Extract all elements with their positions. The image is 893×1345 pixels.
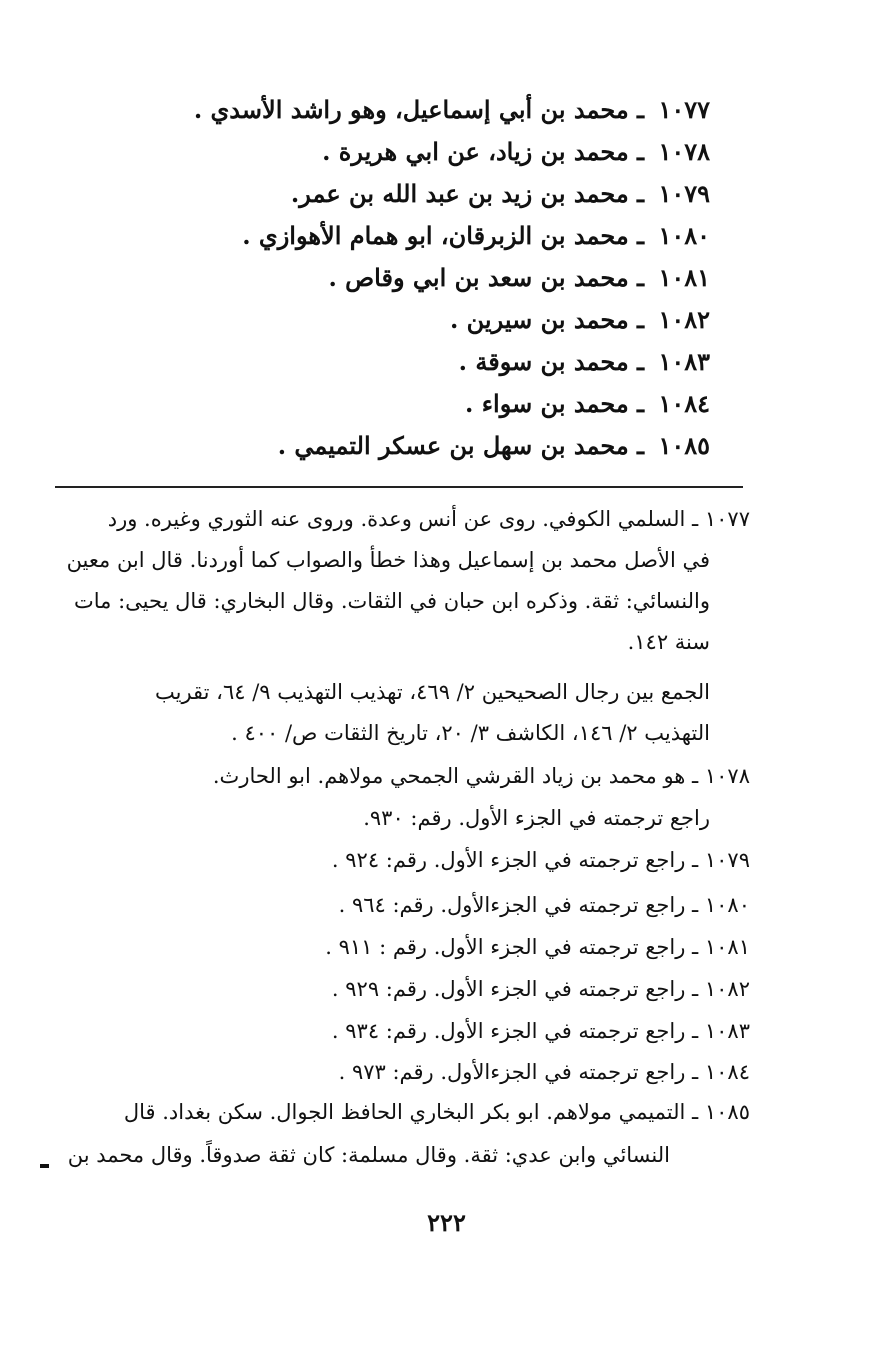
- entry-number: ١٠٧٨: [658, 137, 710, 166]
- entry-number: ١٠٨٣: [658, 347, 710, 376]
- entry-1080: ١٠٨٠ ـ محمد بن الزبرقان، ابو همام الأهوازي .: [242, 221, 710, 250]
- entry-1083: ١٠٨٣ ـ محمد بن سوقة .: [458, 347, 710, 376]
- entry-text: محمد بن زياد، عن ابي هريرة .: [322, 137, 629, 166]
- entry-number: ١٠٨٢: [658, 305, 710, 334]
- footnote-line: ١٠٨٢ ـ راجع ترجمته في الجزء الأول. رقم: ٩٢٩ .: [331, 977, 750, 1001]
- footnote-line: سنة ١٤٢.: [627, 630, 710, 654]
- entry-text: محمد بن سهل بن عسكر التميمي .: [277, 431, 629, 460]
- entry-text: محمد بن سيرين .: [449, 305, 629, 334]
- footnote-line: النسائي وابن عدي: ثقة. وقال مسلمة: كان ثقة صدوقاً. وقال محمد بن: [67, 1143, 670, 1167]
- entry-number: ١٠٧٩: [658, 179, 710, 208]
- entry-1082: ١٠٨٢ ـ محمد بن سيرين .: [449, 305, 710, 334]
- footnote-line: ١٠٧٩ ـ راجع ترجمته في الجزء الأول. رقم: ٩٢٤ .: [331, 848, 750, 872]
- footnote-line: والنسائي: ثقة. وذكره ابن حبان في الثقات. وقال البخاري: قال يحيى: مات: [74, 589, 710, 613]
- entry-text: محمد بن سعد بن ابي وقاص .: [328, 263, 629, 292]
- footnote-line: ١٠٨٠ ـ راجع ترجمته في الجزءالأول. رقم: ٩٦٤ .: [338, 893, 750, 917]
- entry-text: محمد بن الزبرقان، ابو همام الأهوازي .: [242, 221, 629, 250]
- entry-number: ١٠٧٧: [658, 95, 710, 124]
- continuation-mark: [40, 1164, 49, 1168]
- entry-number: ١٠٨١: [658, 263, 710, 292]
- entry-text: محمد بن أبي إسماعيل، وهو راشد الأسدي .: [193, 95, 629, 124]
- footnote-line: ١٠٧٧ ـ السلمي الكوفي. روى عن أنس وعدة. وروى عنه الثوري وغيره. ورد: [107, 507, 750, 531]
- entry-text: محمد بن سواء .: [465, 389, 629, 418]
- entry-number: ١٠٨٥: [658, 431, 710, 460]
- entry-text: محمد بن سوقة .: [458, 347, 629, 376]
- footnote-line: ١٠٧٨ ـ هو محمد بن زياد القرشي الجمحي مولاهم. ابو الحارث.: [212, 764, 750, 788]
- entry-1077: ١٠٧٧ ـ محمد بن أبي إسماعيل، وهو راشد الأسدي .: [193, 95, 710, 124]
- entry-1081: ١٠٨١ ـ محمد بن سعد بن ابي وقاص .: [328, 263, 710, 292]
- footnote-line: في الأصل محمد بن إسماعيل وهذا خطأ والصواب كما أوردنا. قال ابن معين: [66, 548, 710, 572]
- footnote-line: ١٠٨١ ـ راجع ترجمته في الجزء الأول. رقم : ٩١١ .: [325, 935, 750, 959]
- entry-1079: ١٠٧٩ ـ محمد بن زيد بن عبد الله بن عمر.: [290, 179, 710, 208]
- entry-1085: ١٠٨٥ ـ محمد بن سهل بن عسكر التميمي .: [277, 431, 710, 460]
- footnote-line: الجمع بين رجال الصحيحين ٢/ ٤٦٩، تهذيب التهذيب ٩/ ٦٤، تقريب: [154, 680, 710, 704]
- footnote-line: راجع ترجمته في الجزء الأول. رقم: ٩٣٠.: [363, 806, 710, 830]
- footnote-line: ١٠٨٥ ـ التميمي مولاهم. ابو بكر البخاري الحافظ الجوال. سكن بغداد. قال: [123, 1100, 750, 1124]
- entry-1084: ١٠٨٤ ـ محمد بن سواء .: [465, 389, 710, 418]
- footnote-line: ١٠٨٣ ـ راجع ترجمته في الجزء الأول. رقم: ٩٣٤ .: [331, 1019, 750, 1043]
- entry-1078: ١٠٧٨ ـ محمد بن زياد، عن ابي هريرة .: [322, 137, 710, 166]
- footnote-divider: [55, 486, 743, 488]
- page-number: ٢٢٢: [427, 1208, 466, 1237]
- entry-text: محمد بن زيد بن عبد الله بن عمر.: [290, 179, 629, 208]
- entry-number: ١٠٨٠: [658, 221, 710, 250]
- entry-number: ١٠٨٤: [658, 389, 710, 418]
- footnote-line: ١٠٨٤ ـ راجع ترجمته في الجزءالأول. رقم: ٩٧٣ .: [338, 1060, 750, 1084]
- footnote-line: التهذيب ٢/ ١٤٦، الكاشف ٣/ ٢٠، تاريخ الثقات ص/ ٤٠٠ .: [231, 721, 710, 745]
